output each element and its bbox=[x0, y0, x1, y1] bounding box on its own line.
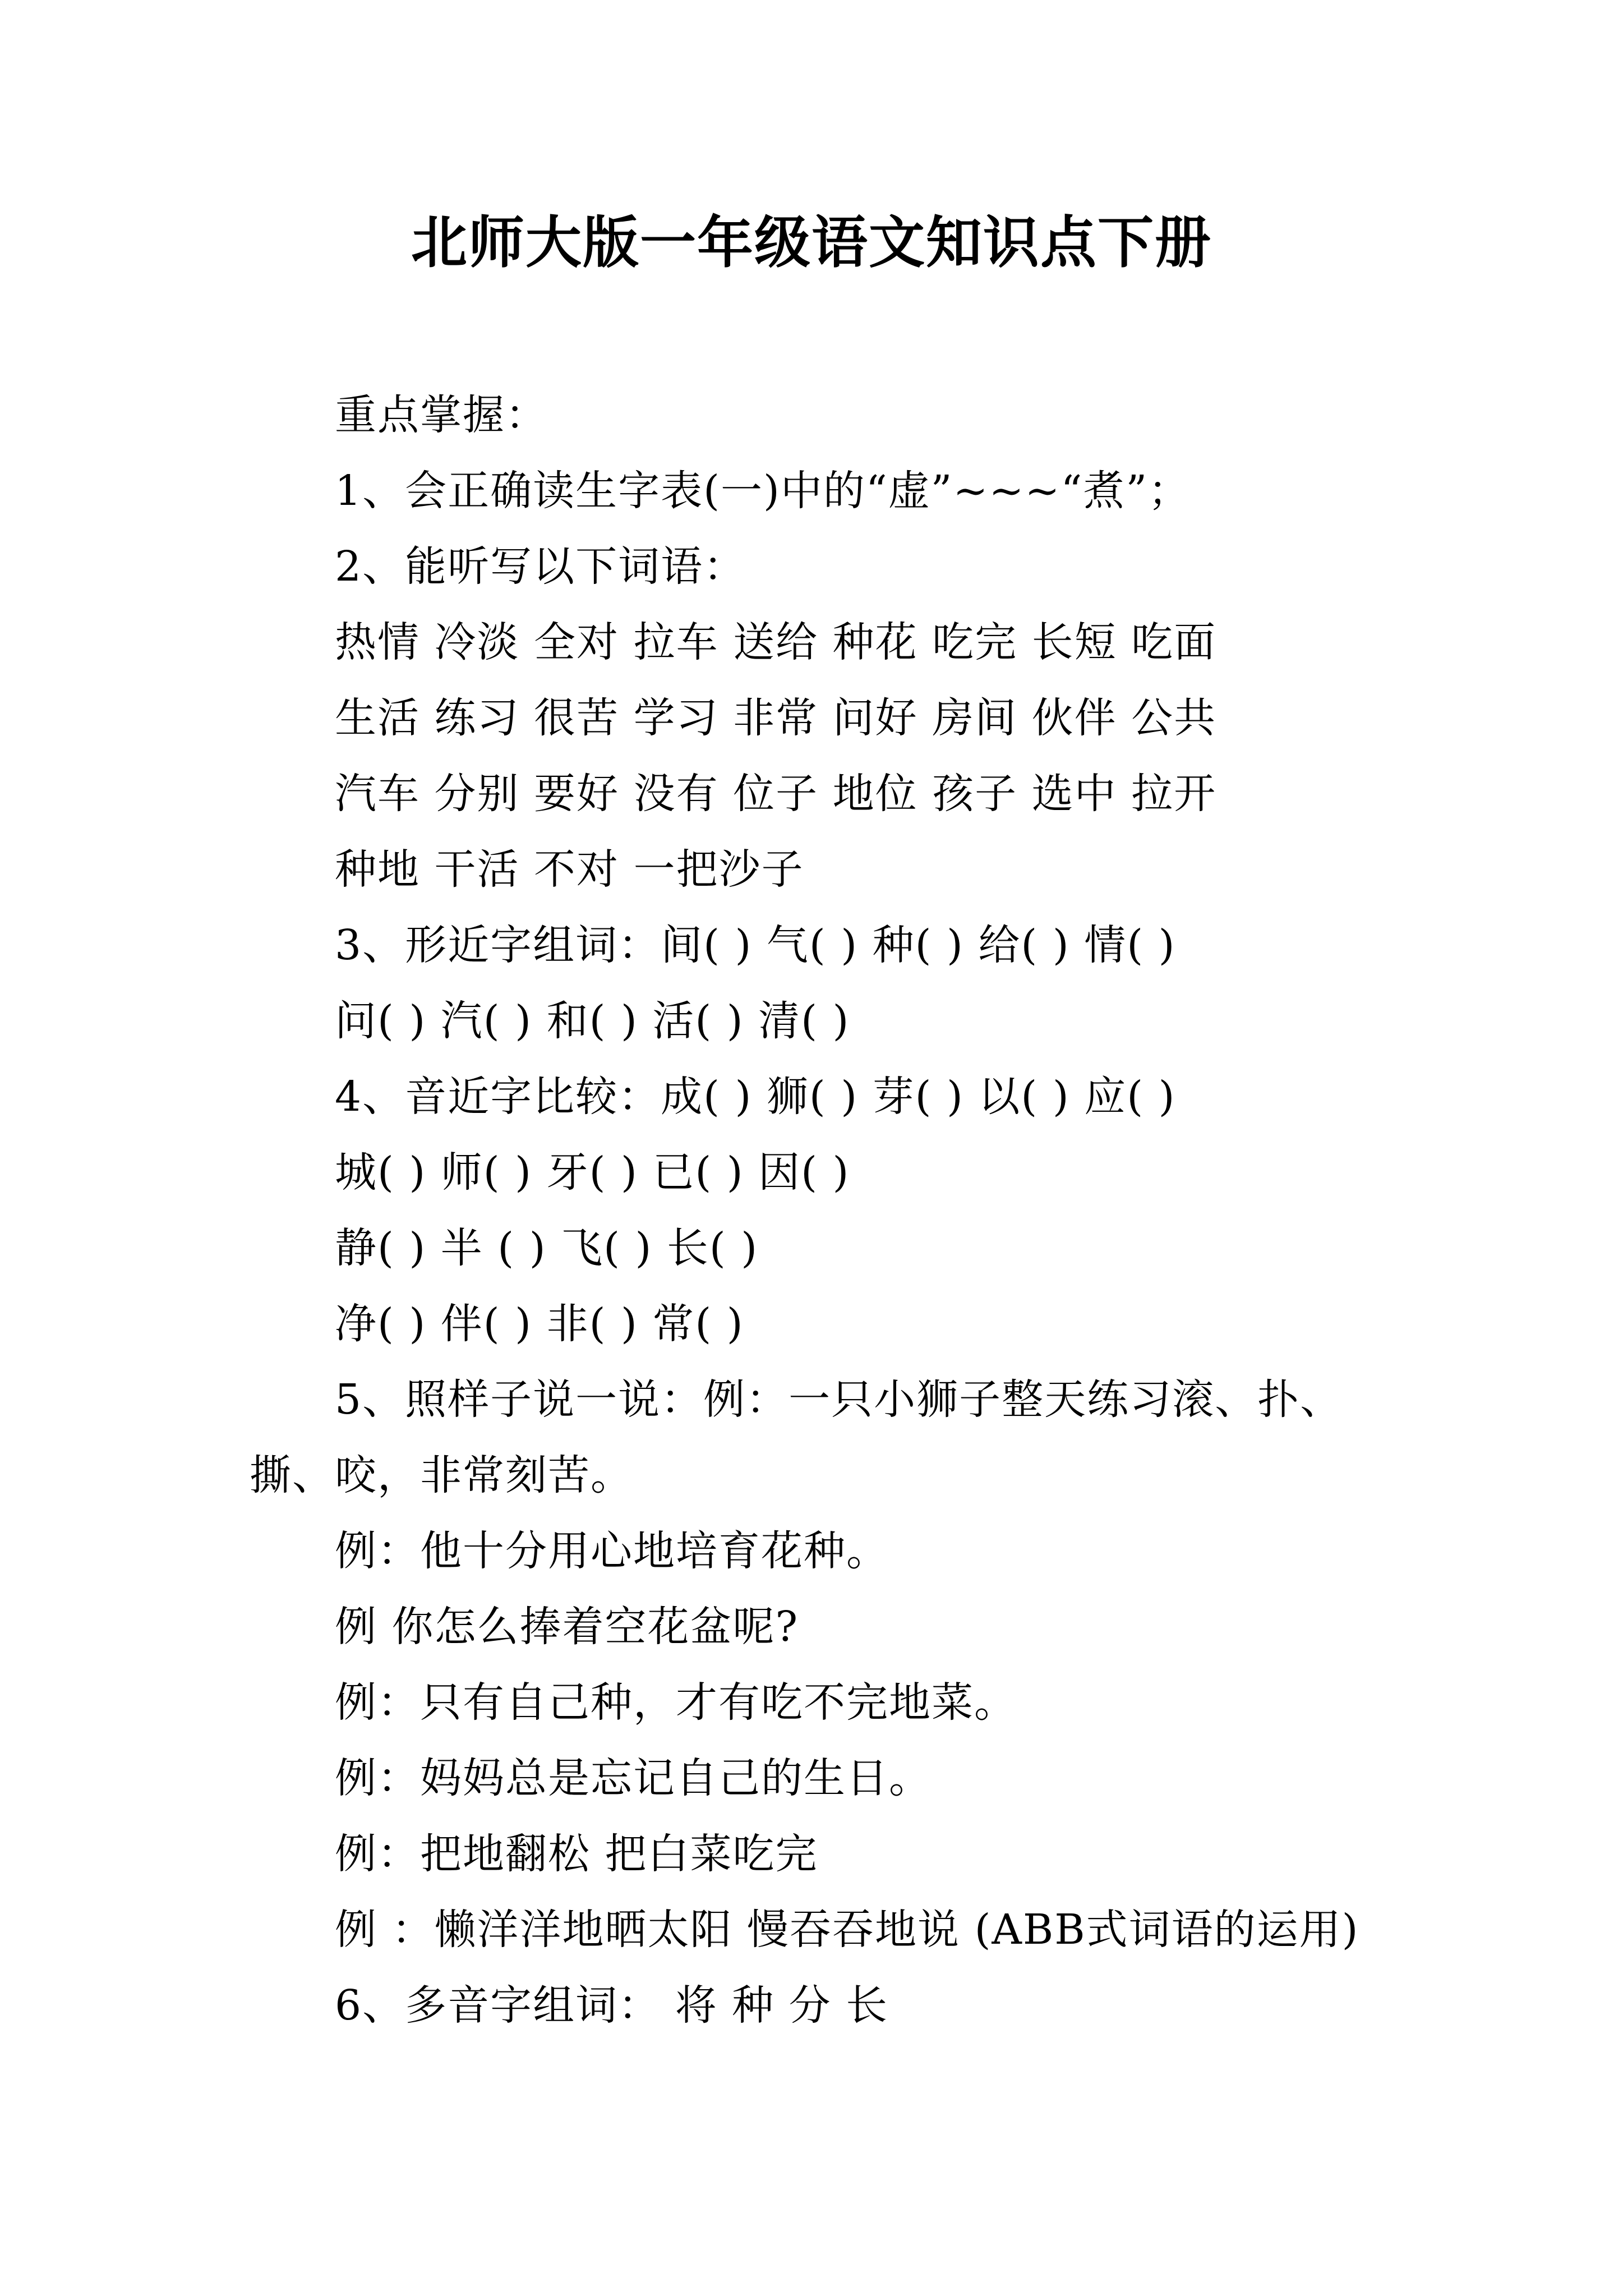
text-line: 问( ) 汽( ) 和( ) 活( ) 清( ) bbox=[335, 997, 850, 1045]
text-line: 1、会正确读生字表(一)中的“虚”~~~“煮”； bbox=[335, 467, 1191, 515]
text-line: 种地 干活 不对 一把沙子 bbox=[335, 845, 804, 894]
text-line: 热情 冷淡 全对 拉车 送给 种花 吃完 长短 吃面 bbox=[335, 618, 1217, 666]
text-line: 城( ) 师( ) 牙( ) 已( ) 因( ) bbox=[335, 1148, 850, 1197]
document-title: 北师大版一年级语文知识点下册 bbox=[411, 209, 1212, 275]
text-line: 例：妈妈总是忘记自己的生日。 bbox=[335, 1754, 932, 1802]
text-line: 生活 练习 很苦 学习 非常 问好 房间 伙伴 公共 bbox=[335, 694, 1217, 742]
text-line: 重点掌握： bbox=[335, 391, 548, 439]
text-line: 4、音近字比较：成( ) 狮( ) 芽( ) 以( ) 应( ) bbox=[335, 1073, 1176, 1121]
text-line: 撕、咬，非常刻苦。 bbox=[250, 1451, 633, 1499]
text-line: 例 你怎么捧着空花盆呢? bbox=[335, 1603, 799, 1651]
text-line: 2、能听写以下词语： bbox=[335, 542, 746, 591]
text-line: 例：把地翻松 把白菜吃完 bbox=[335, 1830, 818, 1878]
text-line: 例 ：懒洋洋地晒太阳 慢吞吞地说 (ABB式词语的运用) bbox=[335, 1906, 1359, 1954]
text-line: 净( ) 伴( ) 非( ) 常( ) bbox=[335, 1300, 744, 1348]
text-line: 3、形近字组词：间( ) 气( ) 种( ) 给( ) 情( ) bbox=[335, 921, 1176, 969]
text-line: 汽车 分别 要好 没有 位子 地位 孩子 选中 拉开 bbox=[335, 770, 1217, 818]
text-line: 例：他十分用心地培育花种。 bbox=[335, 1527, 889, 1575]
text-line: 6、多音字组词： 将 种 分 长 bbox=[335, 1981, 889, 2030]
text-line: 5、照样子说一说：例：一只小狮子整天练习滚、扑、 bbox=[335, 1375, 1343, 1424]
text-line: 静( ) 半 ( ) 飞( ) 长( ) bbox=[335, 1224, 759, 1272]
text-line: 例：只有自己种，才有吃不完地菜。 bbox=[335, 1678, 1017, 1727]
